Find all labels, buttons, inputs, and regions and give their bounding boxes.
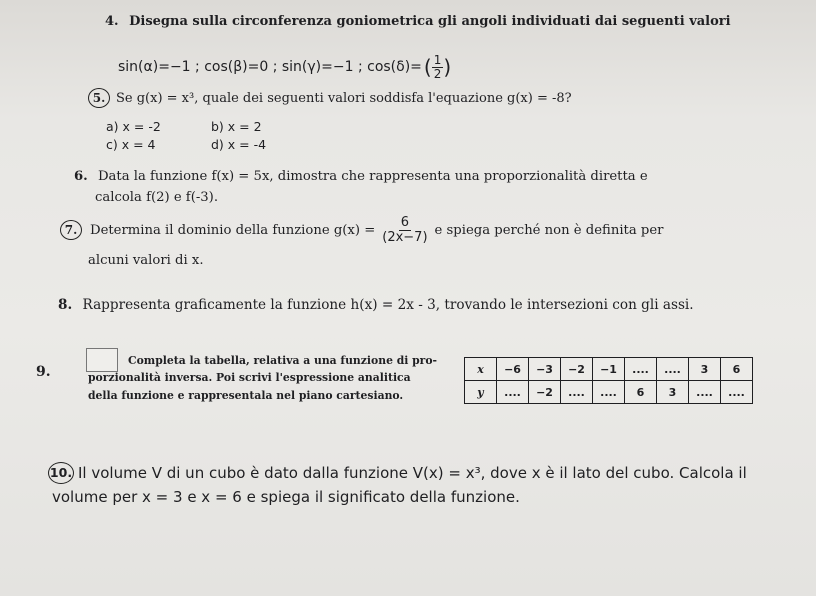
question-10-line-1 bbox=[48, 462, 747, 484]
table-cell: 3 bbox=[657, 381, 689, 404]
table-cell: −2 bbox=[561, 358, 593, 381]
question-9-line-2: porzionalità inversa. Poi scrivi l'espressione analitica bbox=[88, 371, 411, 384]
question-7-line-2: alcuni valori di x. bbox=[88, 253, 204, 268]
question-7-number: 7. bbox=[60, 220, 82, 240]
table-cell: .... bbox=[721, 381, 753, 404]
question-9-number: 9. bbox=[36, 364, 51, 380]
question-8-number: 8. bbox=[58, 297, 73, 313]
table-cell: .... bbox=[625, 358, 657, 381]
table-cell: .... bbox=[561, 381, 593, 404]
table-cell: −1 bbox=[593, 358, 625, 381]
question-8 bbox=[58, 297, 694, 313]
question-6-line-1 bbox=[74, 169, 648, 184]
question-4-equations: sin(α)=−1 ; cos(β)=0 ; sin(γ)=−1 ; cos(δ)= ( $\frac{1}{2}$ ) bbox=[118, 53, 452, 81]
fraction-denominator: 2 bbox=[433, 66, 442, 81]
question-6-line-2: calcola f(2) e f(-3). bbox=[95, 190, 219, 205]
table-cell: .... bbox=[657, 358, 689, 381]
question-5-text: Se g(x) = x³, quale dei seguenti valori soddisfa l'equazione g(x) = -8? bbox=[116, 90, 572, 106]
question-4-text: Disegna sulla circonferenza goniometrica gli angoli individuati dai seguenti valori bbox=[129, 14, 731, 29]
question-10-line-2: volume per x = 3 e x = 6 e spiega il significato della funzione. bbox=[52, 488, 520, 506]
table-cell: 6 bbox=[625, 381, 657, 404]
question-9-line-3: della funzione e rappresentala nel piano cartesiano. bbox=[88, 389, 404, 402]
question-7-text-before: Determina il dominio della funzione g(x) = bbox=[90, 222, 376, 238]
fraction-numerator: 1 bbox=[433, 53, 442, 67]
fraction-one-half bbox=[432, 54, 444, 81]
question-7-line-1 bbox=[60, 216, 663, 245]
question-5 bbox=[88, 88, 572, 108]
table-cell: .... bbox=[497, 381, 529, 404]
table-cell: −6 bbox=[497, 358, 529, 381]
table-cell: .... bbox=[593, 381, 625, 404]
table-header-x: x bbox=[465, 358, 497, 381]
question-5-option-a: a) x = -2 bbox=[106, 119, 161, 134]
question-7-text-after: e spiega perché non è definita per bbox=[434, 222, 664, 238]
table-row-y bbox=[465, 381, 753, 404]
question-10-number: 10. bbox=[48, 462, 74, 484]
question-6-number: 6. bbox=[74, 169, 88, 184]
fraction-numerator: 6 bbox=[400, 215, 410, 230]
question-5-number: 5. bbox=[88, 88, 110, 108]
question-9-checkbox[interactable] bbox=[86, 348, 118, 372]
question-5-option-b: b) x = 2 bbox=[211, 119, 262, 134]
question-6-text: Data la funzione f(x) = 5x, dimostra che rappresenta una proporzionalità diretta e bbox=[97, 169, 648, 184]
question-4-number: 4. bbox=[105, 14, 119, 29]
trig-equations: sin(α)=−1 ; cos(β)=0 ; sin(γ)=−1 ; cos(δ)= bbox=[118, 59, 422, 76]
fraction-denominator: (2x−7) bbox=[382, 229, 428, 245]
fraction-domain bbox=[380, 216, 429, 245]
table-cell: 3 bbox=[689, 358, 721, 381]
table-row-x bbox=[465, 358, 753, 381]
question-9-line-1: Completa la tabella, relativa a una funzione di pro- bbox=[128, 354, 438, 367]
question-10-text: Il volume V di un cubo è dato dalla funzione V(x) = x³, dove x è il lato del cubo. Calcola il bbox=[78, 464, 747, 482]
question-8-text: Rappresenta graficamente la funzione h(x) = 2x - 3, trovando le intersezioni con gli assi. bbox=[82, 297, 694, 313]
table-header-y: y bbox=[465, 381, 497, 404]
table-cell: −2 bbox=[529, 381, 561, 404]
table-cell: .... bbox=[689, 381, 721, 404]
question-5-option-d: d) x = -4 bbox=[211, 137, 267, 152]
table-cell: −3 bbox=[529, 358, 561, 381]
inverse-proportionality-table bbox=[464, 357, 753, 404]
question-5-option-c: c) x = 4 bbox=[106, 137, 156, 152]
question-4 bbox=[105, 14, 731, 29]
table-cell: 6 bbox=[721, 358, 753, 381]
